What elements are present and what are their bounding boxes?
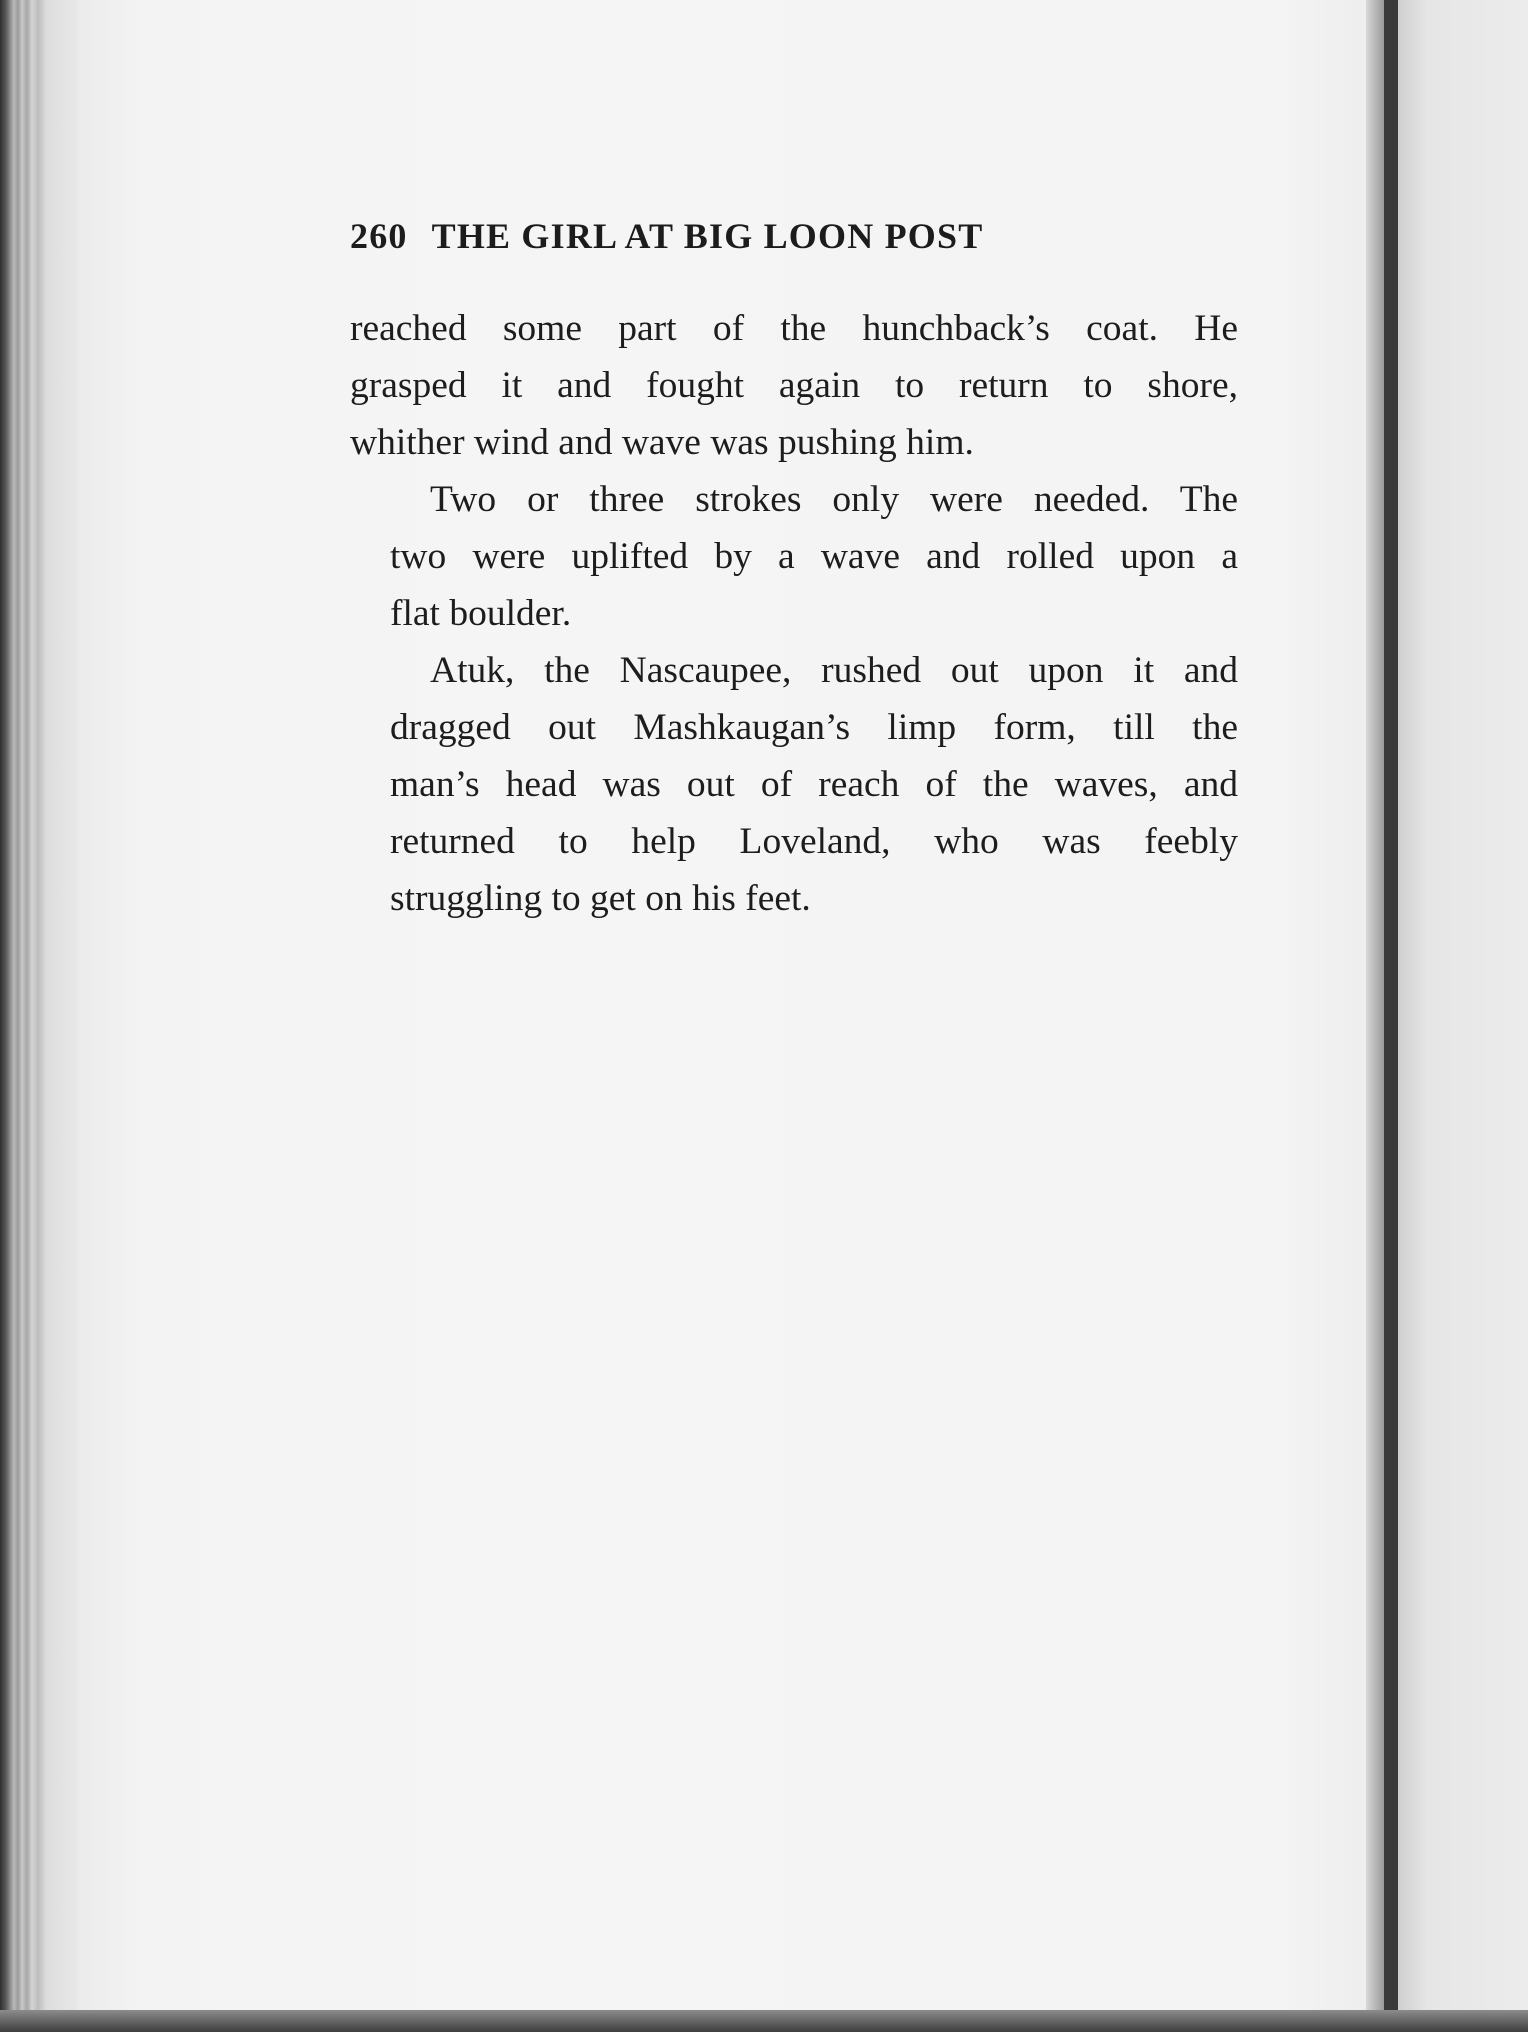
gutter-shadow xyxy=(1366,0,1384,2032)
paragraph xyxy=(350,642,1238,927)
text-line: grasped it and fought again to return to shore, xyxy=(350,365,1238,406)
text-line: flat boulder. xyxy=(390,593,572,634)
text-line: whither wind and wave was pushing him. xyxy=(350,422,974,463)
text-line: dragged out Mashkaugan’s limp form, till the xyxy=(390,707,1238,748)
running-head xyxy=(350,215,1230,257)
text-line: Two or three strokes only were needed. The xyxy=(430,479,1238,520)
text-line: returned to help Loveland, who was feebly xyxy=(390,821,1238,862)
text-line: two were uplifted by a wave and rolled upon a xyxy=(390,536,1238,577)
text-line: Atuk, the Nascaupee, rushed out upon it and xyxy=(430,650,1238,691)
page-number: 260 xyxy=(350,216,408,256)
bottom-page-edge xyxy=(0,2010,1528,2032)
binding-edge xyxy=(1384,0,1398,2032)
text-line: reached some part of the hunchback’s coat. He xyxy=(350,308,1238,349)
paragraph xyxy=(350,300,1238,471)
text-line: man’s head was out of reach of the waves, and xyxy=(390,764,1238,805)
body-text xyxy=(350,300,1238,927)
facing-page-edge xyxy=(1398,0,1528,2032)
running-head-title: THE GIRL AT BIG LOON POST xyxy=(431,216,984,256)
left-page-edge xyxy=(0,0,78,2032)
text-line: struggling to get on his feet. xyxy=(390,878,811,919)
paragraph xyxy=(350,471,1238,642)
